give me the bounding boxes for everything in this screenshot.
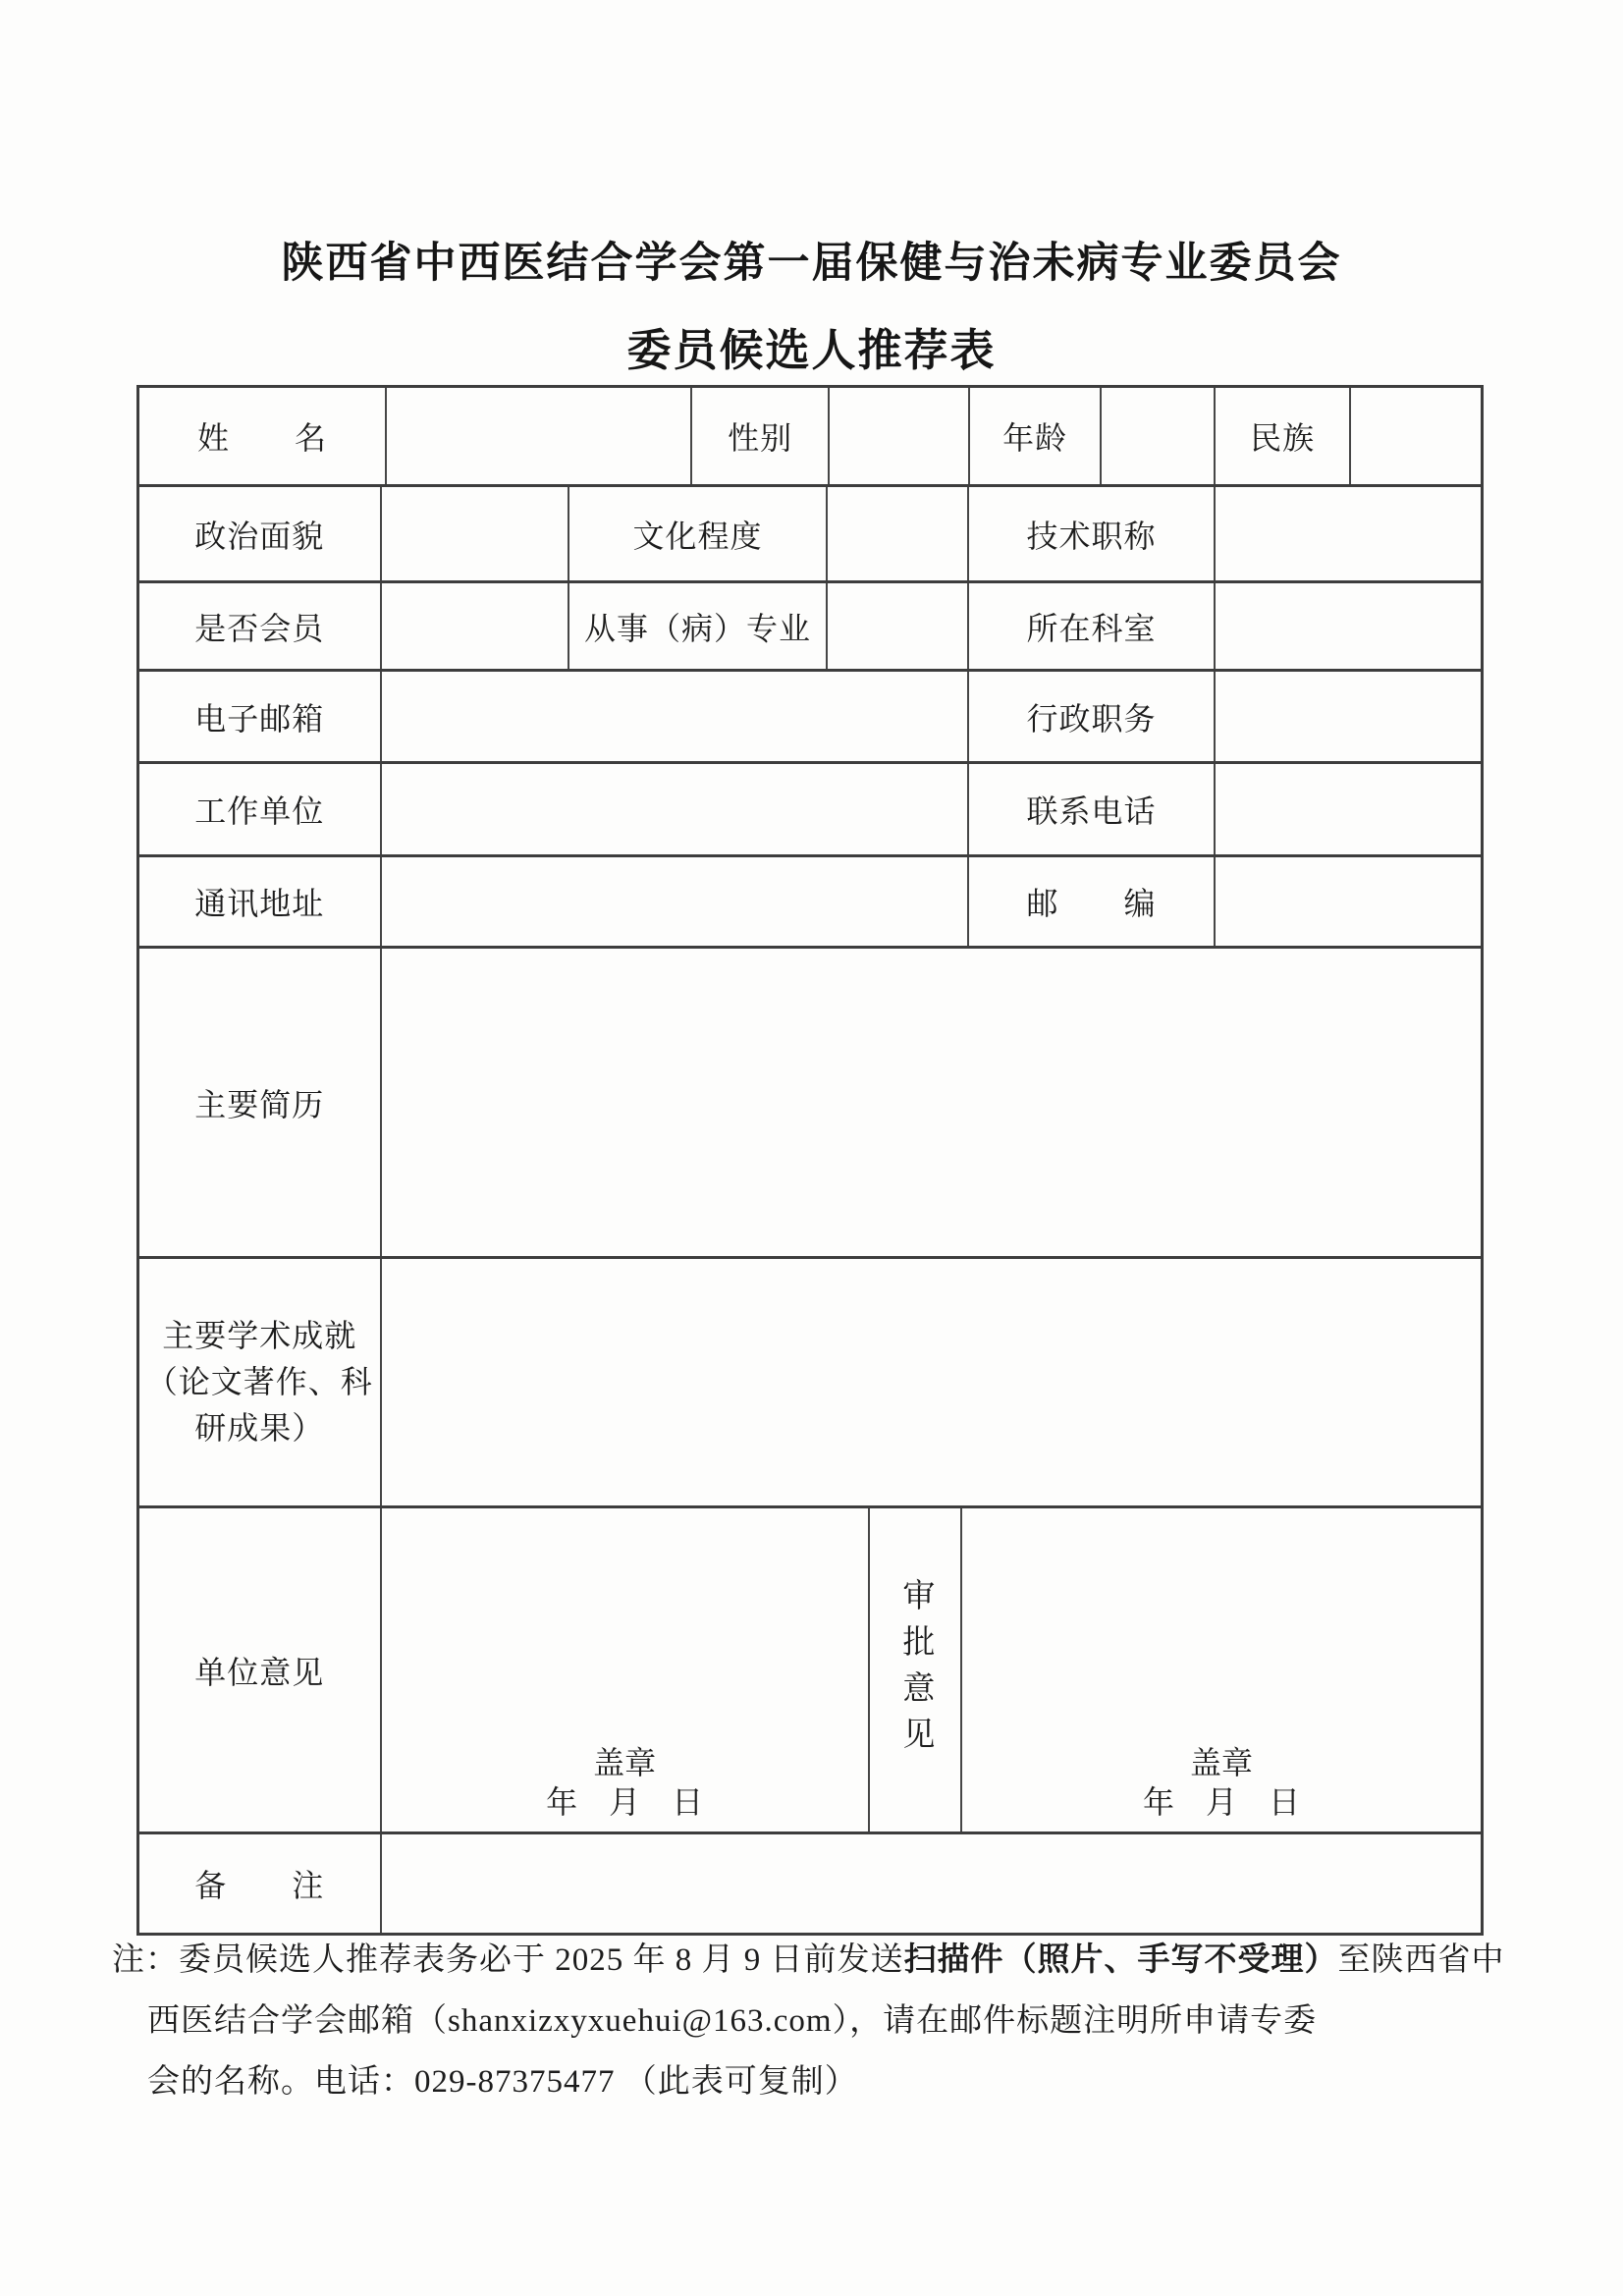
row-opinions [139,1505,1481,1831]
label-membership: 是否会员 [194,610,325,646]
label-achievements-line1: 主要学术成就 [162,1318,357,1353]
field-email-value [380,672,967,761]
field-specialty-value [826,583,966,669]
label-resume: 主要简历 [194,1086,325,1122]
approval-seal-block [1143,1743,1300,1822]
field-tech-title-value [1214,487,1481,580]
field-age-value [1100,388,1214,484]
label-remarks: 备 注 [194,1868,325,1903]
field-achievements-area [380,1259,1482,1505]
field-unit-opinion-area [380,1508,868,1831]
label-unit-opinion: 单位意见 [194,1654,325,1690]
label-postcode: 邮 编 [967,857,1214,946]
field-phone-value [1214,764,1481,854]
label-email: 电子邮箱 [194,700,325,737]
label-education: 文化程度 [568,487,827,580]
approval-opinion-vertical-text: 审批意见 [897,1577,934,1763]
field-employer-value [380,764,967,854]
label-ethnicity: 民族 [1214,388,1349,484]
label-age: 年龄 [968,388,1100,484]
field-political-status-value [380,487,568,580]
approval-seal-label: 盖章 [1189,1745,1253,1780]
field-resume-area [380,949,1482,1256]
field-address-value [380,857,967,946]
row-name [139,388,1481,484]
label-achievements-line3: 研成果） [194,1410,325,1446]
label-name: 姓 名 [196,420,327,456]
field-education-value [826,487,966,580]
label-gender: 性别 [690,388,827,484]
unit-seal-block [546,1743,703,1822]
recommendation-form-table [136,385,1484,1936]
field-admin-post-value [1214,672,1481,761]
field-name-value [385,388,690,484]
label-employer: 工作单位 [194,793,325,829]
approval-seal-date: 年 月 日 [1142,1784,1300,1820]
label-address: 通讯地址 [194,886,325,921]
label-approval-opinion [868,1508,960,1831]
row-membership [139,580,1481,669]
label-political-status: 政治面貌 [194,518,325,554]
label-department: 所在科室 [967,583,1214,669]
row-email [139,669,1481,761]
field-membership-value [380,583,568,669]
footer-note-line1-post: 至陕西省中 [1337,1942,1505,1978]
label-admin-post: 行政职务 [967,672,1214,761]
footer-note-line2: 西医结合学会邮箱（shanxizxyxuehui@163.com），请在邮件标题注明所申请专委 [147,2003,1318,2039]
row-address [139,854,1481,946]
row-employer [139,761,1481,854]
label-achievements-line2: （论文著作、科 [145,1364,373,1399]
label-tech-title: 技术职称 [967,487,1214,580]
footer-note-line3: 会的名称。电话：029-87375477 （此表可复制） [147,2064,858,2100]
field-department-value [1214,583,1481,669]
field-gender-value [828,388,968,484]
row-achievements [139,1256,1481,1505]
field-remarks-area [380,1834,1482,1933]
unit-seal-date: 年 月 日 [546,1784,704,1820]
form-title-line1: 陕西省中西医结合学会第一届保健与治未病专业委员会 [281,241,1342,287]
footer-note [112,1941,1516,2123]
form-title-line2: 委员候选人推荐表 [626,326,997,375]
row-political-status [139,484,1481,580]
unit-seal-label: 盖章 [593,1745,657,1780]
footer-note-line1 [112,1941,1516,1981]
row-resume [139,946,1481,1256]
field-approval-opinion-area [960,1508,1481,1831]
label-specialty: 从事（病）专业 [568,583,827,669]
field-postcode-value [1214,857,1481,946]
label-phone: 联系电话 [967,764,1214,854]
row-remarks [139,1831,1481,1933]
footer-note-line1-bold: 扫描件（照片、手写不受理） [903,1942,1338,1978]
field-ethnicity-value [1349,388,1481,484]
label-achievements [139,1259,380,1505]
footer-note-line1-pre: 注：委员候选人推荐表务必于 2025 年 8 月 9 日前发送 [112,1942,904,1978]
